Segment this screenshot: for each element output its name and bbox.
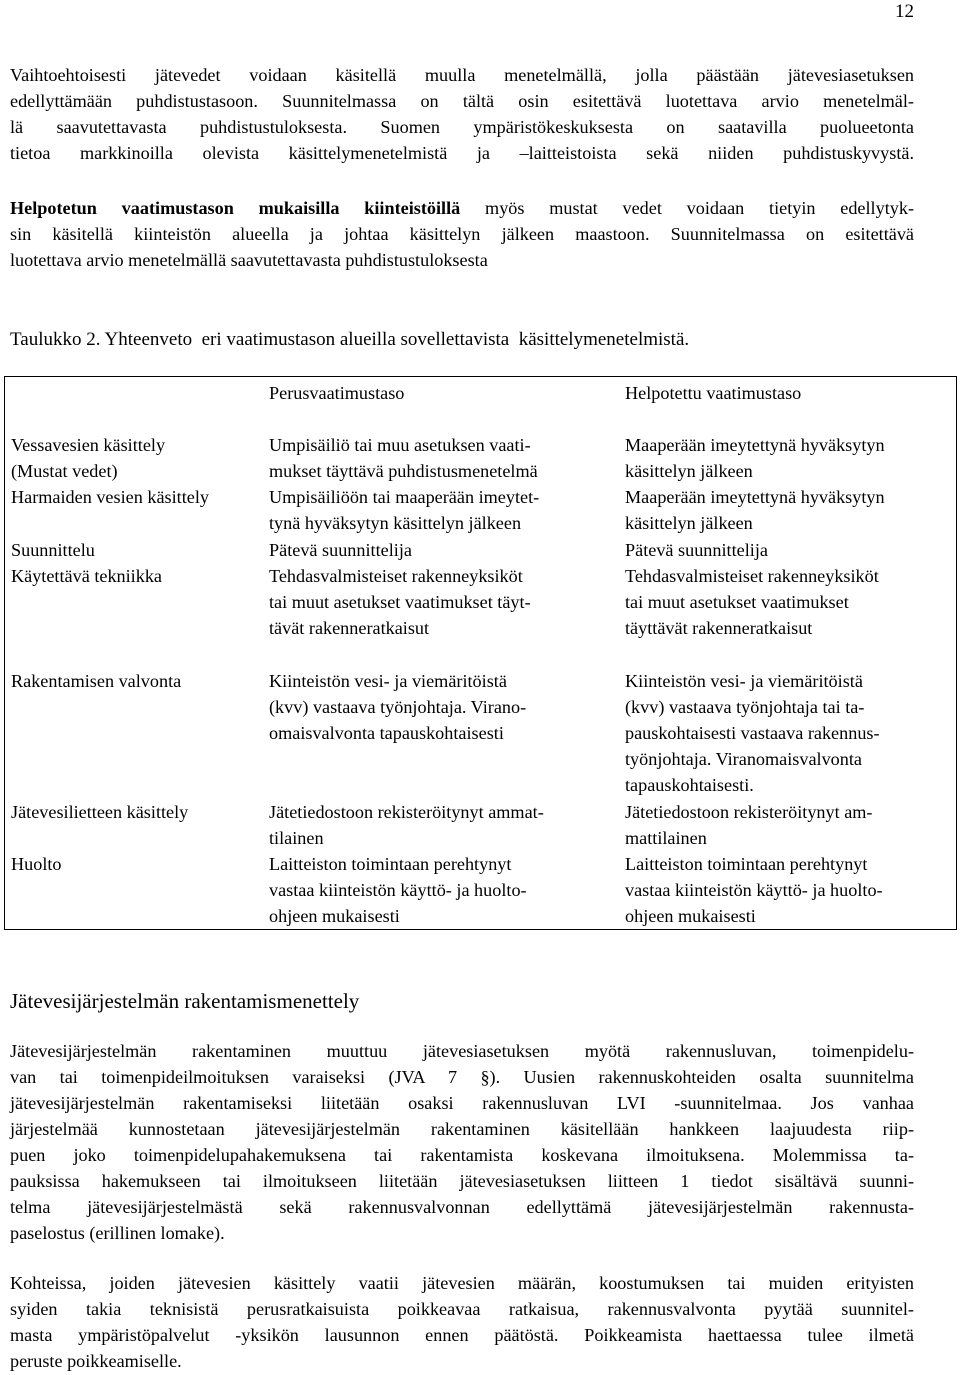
cell-line: Jätetiedostoon rekisteröitynyt am- (625, 802, 873, 822)
text-line: paselostus (erillinen lomake). (10, 1223, 225, 1243)
cell-line: Maaperään imeytettynä hyväksytyn (625, 487, 885, 507)
header-basic: Perusvaatimustaso (269, 383, 405, 403)
row-label (11, 537, 95, 563)
row-label (11, 851, 62, 877)
cell-line: tai muut asetukset vaatimukset täyt- (269, 592, 531, 612)
cell-line: pauskohtaisesti vastaava rakennus- (625, 723, 880, 743)
text-line: van tai toimenpideilmoituksen varaiseksi (JVA 7 §). Uusien rakennuskohteiden osalta suunnitelma (10, 1067, 914, 1087)
section-heading: Jätevesijärjestelmän rakentamismenettely (10, 989, 360, 1013)
cell-line: Rakentamisen valvonta (11, 671, 182, 691)
text-line: edellyttämään puhdistustasoon. Suunnitelmassa on tältä osin esitettävä luotettava arvio menetelmäl- (10, 91, 914, 111)
relaxed-cell (625, 851, 883, 929)
basic-cell (269, 668, 526, 746)
text-line: järjestelmää kunnostetaan jätevesijärjestelmän rakentaminen käsitellään hankkeen laajuudesta riip- (10, 1119, 914, 1139)
cell-line: Laitteiston toimintaan perehtynyt (269, 854, 512, 874)
cell-line: työnjohtaja. Viranomaisvalvonta (625, 749, 862, 769)
text-line: luotettava arvio menetelmällä saavutettavasta puhdistustuloksesta (10, 250, 488, 270)
cell-line: Laitteiston toimintaan perehtynyt (625, 854, 868, 874)
cell-line: Maaperään imeytettynä hyväksytyn (625, 435, 885, 455)
cell-line: käsittelyn jälkeen (625, 461, 753, 481)
text-line: Jätevesijärjestelmän rakentaminen muuttuu jätevesiasetuksen myötä rakennusluvan, toimenpidelu- (10, 1041, 914, 1061)
row-label (11, 799, 188, 825)
cell-line: Vessavesien käsittely (11, 435, 166, 455)
cell-line: Pätevä suunnittelija (269, 540, 412, 560)
text-line: jätevesijärjestelmän rakentamiseksi liitetään osaksi rakennusluvan LVI -suunnitelmaa. Jos vanhaa (10, 1093, 914, 1113)
basic-cell (269, 537, 412, 563)
text-line: masta ympäristöpalvelut -yksikön lausunnon ennen päätöstä. Poikkeamista haettaessa tulee ilmetä (10, 1325, 914, 1345)
cell-line: Umpisäiliöön tai maaperään imeytet- (269, 487, 540, 507)
cell-line: Huolto (11, 854, 62, 874)
text-line: peruste poikkeamiselle. (10, 1351, 182, 1371)
cell-line: Jätetiedostoon rekisteröitynyt ammat- (269, 802, 544, 822)
cell-line: Pätevä suunnittelija (625, 540, 768, 560)
table-caption: Taulukko 2. Yhteenveto eri vaatimustason alueilla sovellettavista käsittelymenetelmistä. (10, 329, 690, 350)
text-line: puen joko toimenpidelupahakemuksena tai rakentamista koskevana ilmoituksena. Molemmissa ta- (10, 1145, 914, 1165)
text-line (10, 195, 914, 221)
cell-line: Suunnittelu (11, 540, 95, 560)
intro-paragraph (10, 62, 914, 166)
basic-cell (269, 484, 539, 536)
cell-line: omaisvalvonta tapauskohtaisesti (269, 723, 504, 743)
line-rest: myös mustat vedet voidaan tietyin edellytyk- (460, 198, 914, 218)
text-line: Vaihtoehtoisesti jätevedet voidaan käsitellä muulla menetelmällä, jolla päästään jätevesiasetuksen (10, 65, 914, 85)
cell-line: käsittelyn jälkeen (625, 513, 753, 533)
basic-cell (269, 432, 538, 484)
cell-line: ohjeen mukaisesti (625, 906, 756, 926)
relaxed-cell (625, 563, 879, 641)
cell-line: tynä hyväksytyn käsittelyn jälkeen (269, 513, 522, 533)
cell-line: Jätevesilietteen käsittely (11, 802, 189, 822)
cell-line: mukset täyttävä puhdistusmenetelmä (269, 461, 538, 481)
cell-line: Kiinteistön vesi- ja viemäritöistä (269, 671, 507, 691)
cell-line: vastaa kiinteistön käyttö- ja huolto- (625, 880, 883, 900)
basic-cell (269, 799, 544, 851)
text-line: sin käsitellä kiinteistön alueella ja johtaa käsittelyn jälkeen maastoon. Suunnitelmassa on esitettävä (10, 224, 914, 244)
cell-line: Harmaiden vesien käsittely (11, 487, 209, 507)
text-line: tietoa markkinoilla olevista käsittelymenetelmistä ja –laitteistoista sekä niiden puhdistuskyvystä. (10, 143, 914, 163)
cell-line: ohjeen mukaisesti (269, 906, 400, 926)
cell-line: Kiinteistön vesi- ja viemäritöistä (625, 671, 863, 691)
cell-line: Tehdasvalmisteiset rakenneyksiköt (269, 566, 523, 586)
relaxed-cell (625, 432, 885, 484)
cell-line: mattilainen (625, 828, 707, 848)
relaxed-cell (625, 484, 885, 536)
relaxed-cell (625, 537, 768, 563)
text-line: Kohteissa, joiden jätevesien käsittely vaatii jätevesien määrän, koostumuksen tai muiden erityisten (10, 1273, 914, 1293)
header-relaxed: Helpotettu vaatimustaso (625, 383, 802, 403)
cell-line: (kvv) vastaava työnjohtaja tai ta- (625, 697, 865, 717)
row-label (11, 563, 162, 589)
basic-cell (269, 851, 527, 929)
text-line: syiden takia teknisistä perusratkaisuista poikkeavaa ratkaisua, rakennusvalvonta pyytää suunnitel- (10, 1299, 914, 1319)
text-line: telma jätevesijärjestelmästä sekä rakennusvalvonnan edellyttämä jätevesijärjestelmän rakennusta- (10, 1197, 914, 1217)
text-line: pauksissa hakemukseen tai ilmoitukseen liitetään jätevesiasetuksen liitteen 1 tiedot sisältävä suunni- (10, 1171, 914, 1191)
cell-line: tai muut asetukset vaatimukset (625, 592, 849, 612)
construction-paragraph (10, 1038, 914, 1246)
cell-line: täyttävät rakenneratkaisut (625, 618, 813, 638)
cell-line: (kvv) vastaava työnjohtaja. Virano- (269, 697, 527, 717)
text-line: lä saavutettavasta puhdistustuloksesta. Suomen ympäristökeskuksesta on saatavilla puolueetonta (10, 117, 914, 137)
bold-lead: Helpotetun vaatimustason mukaisilla kiinteistöillä (10, 198, 461, 218)
basic-cell (269, 563, 531, 641)
row-label (11, 432, 165, 484)
cell-line: tilainen (269, 828, 324, 848)
relaxed-cell (625, 668, 880, 798)
relaxed-level-paragraph (10, 195, 914, 273)
cell-line: tävät rakenneratkaisut (269, 618, 430, 638)
summary-table (4, 376, 957, 930)
row-label (11, 668, 181, 694)
cell-line: vastaa kiinteistön käyttö- ja huolto- (269, 880, 527, 900)
page-number: 12 (895, 1, 914, 22)
cell-line: (Mustat vedet) (11, 461, 118, 481)
cell-line: tapauskohtaisesti. (625, 775, 754, 795)
row-label (11, 484, 209, 510)
relaxed-cell (625, 799, 873, 851)
exceptions-paragraph (10, 1270, 914, 1374)
cell-line: Käytettävä tekniikka (11, 566, 162, 586)
cell-line: Umpisäiliö tai muu asetuksen vaati- (269, 435, 531, 455)
cell-line: Tehdasvalmisteiset rakenneyksiköt (625, 566, 879, 586)
